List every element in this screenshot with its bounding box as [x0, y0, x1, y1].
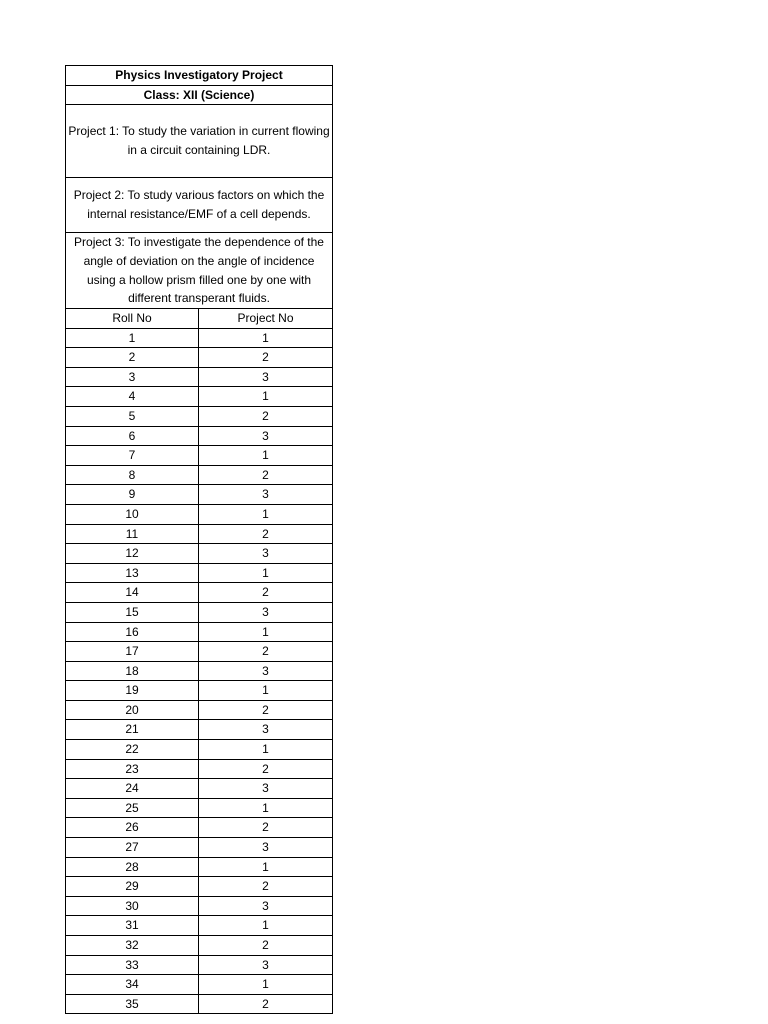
table-row	[66, 857, 333, 877]
roll-no-cell[interactable]: 29	[66, 877, 199, 897]
project-no-cell[interactable]: 2	[199, 348, 333, 368]
table-row	[66, 602, 333, 622]
roll-no-cell[interactable]: 17	[66, 642, 199, 662]
table-row	[66, 896, 333, 916]
roll-no-cell[interactable]: 18	[66, 661, 199, 681]
project-no-cell[interactable]: 2	[199, 818, 333, 838]
table-row	[66, 740, 333, 760]
roll-no-cell[interactable]: 7	[66, 446, 199, 466]
table-row	[66, 504, 333, 524]
title-row	[66, 66, 333, 86]
table-row	[66, 700, 333, 720]
roll-no-cell[interactable]: 19	[66, 681, 199, 701]
column-header-roll-no[interactable]: Roll No	[66, 309, 199, 329]
roll-no-cell[interactable]: 10	[66, 504, 199, 524]
project-3-description[interactable]: Project 3: To investigate the dependence of the angle of deviation on the angle of incidence using a hollow prism filled one by one with different transperant fluids.	[66, 233, 333, 309]
roll-no-cell[interactable]: 1	[66, 328, 199, 348]
project-no-cell[interactable]: 1	[199, 857, 333, 877]
project-no-cell[interactable]: 3	[199, 720, 333, 740]
project-no-cell[interactable]: 3	[199, 367, 333, 387]
table-row	[66, 387, 333, 407]
table-row	[66, 563, 333, 583]
project-no-cell[interactable]: 2	[199, 877, 333, 897]
project-no-cell[interactable]: 1	[199, 798, 333, 818]
roll-no-cell[interactable]: 28	[66, 857, 199, 877]
roll-no-cell[interactable]: 3	[66, 367, 199, 387]
project-2-description[interactable]: Project 2: To study various factors on which the internal resistance/EMF of a cell depends.	[66, 178, 333, 233]
project-no-cell[interactable]: 3	[199, 955, 333, 975]
roll-no-cell[interactable]: 34	[66, 975, 199, 995]
roll-no-cell[interactable]: 33	[66, 955, 199, 975]
roll-no-cell[interactable]: 11	[66, 524, 199, 544]
roll-no-cell[interactable]: 20	[66, 700, 199, 720]
project-no-cell[interactable]: 1	[199, 563, 333, 583]
table-row	[66, 994, 333, 1014]
table-row	[66, 642, 333, 662]
table-row	[66, 838, 333, 858]
table-row	[66, 818, 333, 838]
roll-no-cell[interactable]: 21	[66, 720, 199, 740]
roll-no-cell[interactable]: 30	[66, 896, 199, 916]
project-no-cell[interactable]: 3	[199, 602, 333, 622]
project-no-cell[interactable]: 3	[199, 896, 333, 916]
roll-no-cell[interactable]: 2	[66, 348, 199, 368]
roll-no-cell[interactable]: 12	[66, 544, 199, 564]
project-no-cell[interactable]: 1	[199, 740, 333, 760]
roll-no-cell[interactable]: 26	[66, 818, 199, 838]
project-no-cell[interactable]: 1	[199, 446, 333, 466]
class-row	[66, 85, 333, 105]
table-row	[66, 485, 333, 505]
project-no-cell[interactable]: 3	[199, 426, 333, 446]
project-allocation-table	[65, 65, 333, 1014]
table-row	[66, 936, 333, 956]
table-row	[66, 779, 333, 799]
project-no-cell[interactable]: 1	[199, 504, 333, 524]
table-row	[66, 798, 333, 818]
table-row	[66, 426, 333, 446]
roll-no-cell[interactable]: 15	[66, 602, 199, 622]
column-header-project-no[interactable]: Project No	[199, 309, 333, 329]
project-no-cell[interactable]: 2	[199, 583, 333, 603]
project-no-cell[interactable]: 3	[199, 838, 333, 858]
roll-no-cell[interactable]: 25	[66, 798, 199, 818]
table-row	[66, 367, 333, 387]
table-row	[66, 622, 333, 642]
table-row	[66, 583, 333, 603]
project-no-cell[interactable]: 2	[199, 994, 333, 1014]
project-no-cell[interactable]: 1	[199, 328, 333, 348]
project-no-cell[interactable]: 3	[199, 485, 333, 505]
project-row	[66, 233, 333, 309]
project-no-cell[interactable]: 3	[199, 544, 333, 564]
project-no-cell[interactable]: 2	[199, 406, 333, 426]
table-row	[66, 975, 333, 995]
table-row	[66, 406, 333, 426]
project-no-cell[interactable]: 3	[199, 661, 333, 681]
roll-no-cell[interactable]: 16	[66, 622, 199, 642]
project-no-cell[interactable]: 1	[199, 622, 333, 642]
table-row	[66, 759, 333, 779]
project-row	[66, 178, 333, 233]
table-row	[66, 955, 333, 975]
table-row	[66, 544, 333, 564]
table-row	[66, 465, 333, 485]
table-row	[66, 328, 333, 348]
table-row	[66, 877, 333, 897]
page-title[interactable]: Physics Investigatory Project	[66, 66, 333, 86]
table-row	[66, 446, 333, 466]
project-no-cell[interactable]: 2	[199, 465, 333, 485]
project-no-cell[interactable]: 1	[199, 975, 333, 995]
roll-no-cell[interactable]: 27	[66, 838, 199, 858]
roll-no-cell[interactable]: 5	[66, 406, 199, 426]
roll-no-cell[interactable]: 8	[66, 465, 199, 485]
project-no-cell[interactable]: 1	[199, 681, 333, 701]
class-label[interactable]: Class: XII (Science)	[66, 85, 333, 105]
table-row	[66, 720, 333, 740]
table-row	[66, 524, 333, 544]
project-1-description[interactable]: Project 1: To study the variation in current flowing in a circuit containing LDR.	[66, 105, 333, 178]
project-no-cell[interactable]: 2	[199, 759, 333, 779]
table-row	[66, 916, 333, 936]
roll-no-cell[interactable]: 22	[66, 740, 199, 760]
roll-no-cell[interactable]: 13	[66, 563, 199, 583]
project-no-cell[interactable]: 2	[199, 700, 333, 720]
roll-no-cell[interactable]: 35	[66, 994, 199, 1014]
roll-no-cell[interactable]: 6	[66, 426, 199, 446]
roll-no-cell[interactable]: 4	[66, 387, 199, 407]
roll-no-cell[interactable]: 31	[66, 916, 199, 936]
project-no-cell[interactable]: 1	[199, 916, 333, 936]
project-row	[66, 105, 333, 178]
project-no-cell[interactable]: 2	[199, 524, 333, 544]
table-row	[66, 681, 333, 701]
project-no-cell[interactable]: 3	[199, 779, 333, 799]
spreadsheet-table-container	[65, 65, 332, 1014]
project-no-cell[interactable]: 2	[199, 642, 333, 662]
column-header-row	[66, 309, 333, 329]
roll-no-cell[interactable]: 14	[66, 583, 199, 603]
roll-no-cell[interactable]: 9	[66, 485, 199, 505]
project-no-cell[interactable]: 1	[199, 387, 333, 407]
table-row	[66, 348, 333, 368]
project-no-cell[interactable]: 2	[199, 936, 333, 956]
roll-no-cell[interactable]: 24	[66, 779, 199, 799]
table-row	[66, 661, 333, 681]
roll-no-cell[interactable]: 32	[66, 936, 199, 956]
roll-no-cell[interactable]: 23	[66, 759, 199, 779]
